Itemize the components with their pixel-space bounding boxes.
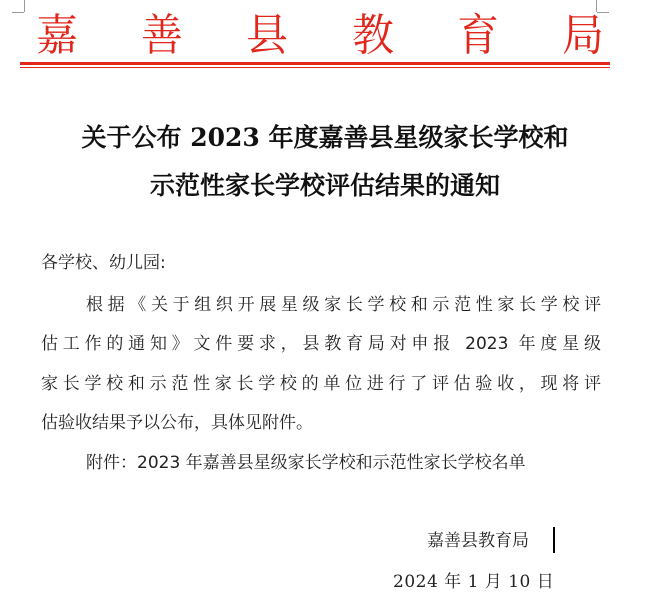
letterhead-char: 教 [351,10,394,61]
letterhead-char: 县 [246,10,289,61]
text-cursor[interactable] [553,527,555,553]
letterhead-char: 局 [562,10,604,61]
paragraph-line: 根据《关于组织开展星级家长学校和示范性家长学校评 [86,295,601,315]
crop-mark-top-left-horizontal [12,12,24,13]
letterhead [35,6,605,66]
crop-mark-top-left [24,0,25,12]
document-title-line-1: 关于公布 2023 年度嘉善县星级家长学校和 [81,123,569,152]
letterhead-rule-thin [20,67,610,68]
issue-date: 2024 年 1 月 10 日 [393,572,555,592]
document-title-line-2: 示范性家长学校评估结果的通知 [149,171,500,200]
attachment-note: 附件：2023 年嘉善县星级家长学校和示范性家长学校名单 [86,453,526,473]
paragraph-line: 家长学校和示范性家长学校的单位进行了评估验收，现将评 [41,374,601,394]
issuer-signature: 嘉善县教育局 [427,531,529,551]
letterhead-rule-thick [20,62,610,65]
salutation: 各学校、幼儿园: [41,253,166,273]
letterhead-char: 嘉 [36,10,78,61]
letterhead-char: 育 [456,10,499,61]
paragraph-line: 估验收结果予以公布，具体见附件。 [41,413,313,433]
paragraph-line: 估工作的通知》文件要求，县教育局对申报 2023 年度星级 [41,334,601,354]
letterhead-char: 善 [141,10,184,61]
